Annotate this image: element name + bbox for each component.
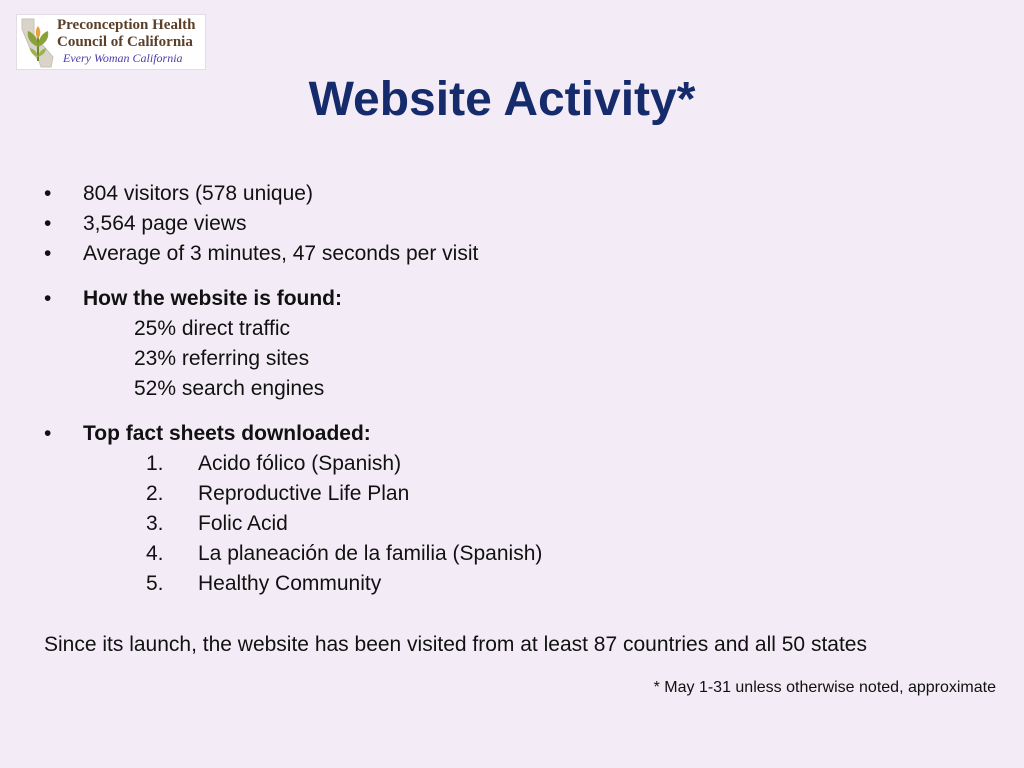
fact-sheets-list xyxy=(146,449,846,599)
traffic-source-heading: How the website is found: xyxy=(83,287,343,310)
fact-sheet-title: Healthy Community xyxy=(198,572,382,595)
stats-item-text: Average of 3 minutes, 47 seconds per visit xyxy=(83,242,479,265)
logo-text xyxy=(57,17,207,65)
stats-item xyxy=(44,179,944,209)
fact-sheet-title: La planeación de la familia (Spanish) xyxy=(198,542,543,565)
stats-item xyxy=(44,239,944,269)
stats-item xyxy=(44,209,944,239)
fact-sheet-item xyxy=(146,479,846,509)
summary-text: Since its launch, the website has been visited from at least 87 countries and all 50 states xyxy=(44,633,867,656)
bullet-marker: • xyxy=(44,212,52,235)
traffic-source-heading-item xyxy=(44,284,944,314)
fact-sheet-item xyxy=(146,509,846,539)
traffic-source-section xyxy=(44,284,944,314)
footnote: * May 1-31 unless otherwise noted, approximate xyxy=(653,679,996,696)
bullet-marker: • xyxy=(44,287,52,310)
fact-sheet-title: Reproductive Life Plan xyxy=(198,482,410,505)
bullet-marker: • xyxy=(44,422,52,445)
fact-sheet-number: 3. xyxy=(146,512,164,535)
fact-sheets-heading-item xyxy=(44,419,944,449)
fact-sheet-item xyxy=(146,449,846,479)
fact-sheet-number: 1. xyxy=(146,452,164,475)
stats-item-text: 804 visitors (578 unique) xyxy=(83,182,313,205)
california-leaf-icon xyxy=(19,17,59,69)
fact-sheets-section xyxy=(44,419,944,449)
fact-sheet-number: 5. xyxy=(146,572,164,595)
fact-sheet-number: 2. xyxy=(146,482,164,505)
fact-sheets-heading: Top fact sheets downloaded: xyxy=(83,422,371,445)
traffic-source-item: 25% direct traffic xyxy=(134,317,291,340)
fact-sheet-title: Folic Acid xyxy=(198,512,288,535)
fact-sheet-item xyxy=(146,539,846,569)
council-logo xyxy=(16,14,206,70)
slide-title: Website Activity* xyxy=(308,73,696,126)
stats-list xyxy=(44,179,944,269)
fact-sheet-item xyxy=(146,569,846,599)
fact-sheet-title: Acido fólico (Spanish) xyxy=(198,452,402,475)
fact-sheet-number: 4. xyxy=(146,542,164,565)
traffic-source-item: 23% referring sites xyxy=(134,347,310,370)
stats-item-text: 3,564 page views xyxy=(83,212,247,235)
traffic-source-list xyxy=(134,314,734,404)
logo-name-line2: Council of California xyxy=(57,34,193,50)
bullet-marker: • xyxy=(44,182,52,205)
logo-tagline: Every Woman California xyxy=(63,51,183,65)
logo-name-line1: Preconception Health xyxy=(57,17,196,33)
bullet-marker: • xyxy=(44,242,52,265)
traffic-source-item: 52% search engines xyxy=(134,377,325,400)
